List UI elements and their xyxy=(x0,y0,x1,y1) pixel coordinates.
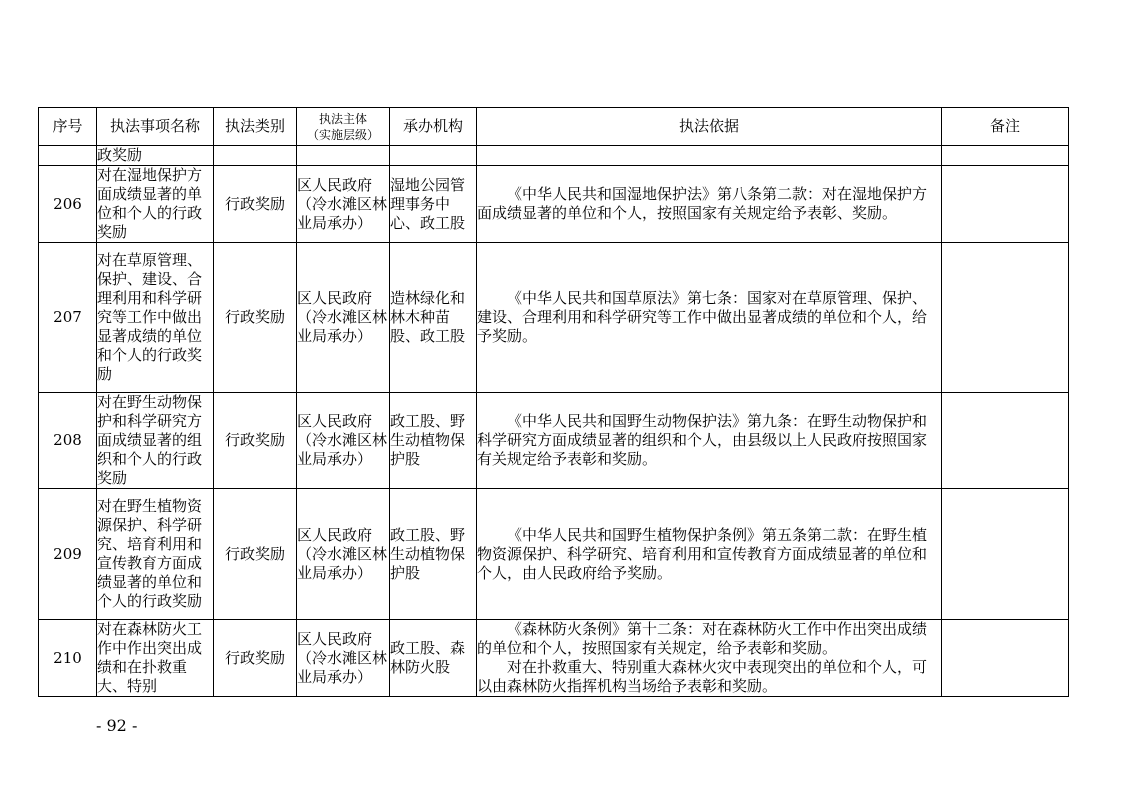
header-subject xyxy=(297,108,390,146)
row-basis xyxy=(477,393,942,489)
basis-paragraph: 《中华人民共和国野生动物保护法》第九条：在野生动物保护和科学研究方面成绩显著的组织和个人，由县级以上人民政府按照国家有关规定给予表彰和奖励。 xyxy=(477,412,928,468)
table-row xyxy=(39,489,1069,620)
page-number: - 92 - xyxy=(96,716,138,735)
table-row xyxy=(39,393,1069,489)
table-row xyxy=(39,620,1069,697)
row-seq: 206 xyxy=(39,166,97,243)
row-agency: 政工股、野生动植物保护股 xyxy=(390,393,477,489)
row-item-name: 对在森林防火工作中作出突出成绩和在扑救重大、特别 xyxy=(97,620,214,697)
header-agency: 承办机构 xyxy=(390,108,477,146)
row-agency: 湿地公园管理事务中心、政工股 xyxy=(390,166,477,243)
row-seq: 208 xyxy=(39,393,97,489)
continuation-row xyxy=(39,146,1069,166)
basis-paragraph: 《中华人民共和国草原法》第七条：国家对在草原管理、保护、建设、合理利用和科学研究等工作中做出显著成绩的单位和个人，给予奖励。 xyxy=(477,289,928,345)
row-item-name: 对在草原管理、保护、建设、合理利用和科学研究等工作中做出显著成绩的单位和个人的行政奖励 xyxy=(97,243,214,393)
basis-paragraph: 对在扑救重大、特别重大森林火灾中表现突出的单位和个人，可以由森林防火指挥机构当场给予表彰和奖励。 xyxy=(477,658,928,695)
header-basis: 执法依据 xyxy=(477,108,942,146)
row-subject: 区人民政府（冷水滩区林业局承办） xyxy=(297,393,390,489)
row-agency: 造林绿化和林木种苗股、政工股 xyxy=(390,243,477,393)
row-item-name: 对在野生动物保护和科学研究方面成绩显著的组织和个人的行政奖励 xyxy=(97,393,214,489)
row-basis xyxy=(477,620,942,697)
basis-paragraph: 《中华人民共和国野生植物保护条例》第五条第二款：在野生植物资源保护、科学研究、培育利用和宣传教育方面成绩显著的单位和个人，由人民政府给予奖励。 xyxy=(477,525,928,582)
row-subject: 区人民政府（冷水滩区林业局承办） xyxy=(297,489,390,620)
basis-paragraph: 《中华人民共和国湿地保护法》第八条第二款：对在湿地保护方面成绩显著的单位和个人，按照国家有关规定给予表彰、奖励。 xyxy=(477,185,928,222)
header-subject-line2: （实施层级） xyxy=(306,127,379,142)
basis-paragraph: 《森林防火条例》第十二条：对在森林防火工作中作出突出成绩的单位和个人，按照国家有关规定，给予表彰和奖励。 xyxy=(477,620,928,657)
table-header-row xyxy=(39,108,1069,146)
row-category: 行政奖励 xyxy=(214,243,297,393)
row-category: 行政奖励 xyxy=(214,393,297,489)
row-remark xyxy=(942,243,1069,393)
table-row xyxy=(39,166,1069,243)
row-seq: 207 xyxy=(39,243,97,393)
row-item-name: 对在湿地保护方面成绩显著的单位和个人的行政奖励 xyxy=(97,166,214,243)
continuation-item-name: 政奖励 xyxy=(97,146,214,166)
row-remark xyxy=(942,489,1069,620)
row-subject: 区人民政府（冷水滩区林业局承办） xyxy=(297,620,390,697)
row-item-name: 对在野生植物资源保护、科学研究、培育利用和宣传教育方面成绩显著的单位和个人的行政奖励 xyxy=(97,489,214,620)
row-remark xyxy=(942,166,1069,243)
row-basis xyxy=(477,166,942,243)
header-seq: 序号 xyxy=(39,108,97,146)
header-remark: 备注 xyxy=(942,108,1069,146)
header-subject-line1: 执法主体 xyxy=(318,111,367,126)
row-basis xyxy=(477,243,942,393)
row-remark xyxy=(942,620,1069,697)
header-item-name: 执法事项名称 xyxy=(97,108,214,146)
row-agency: 政工股、野生动植物保护股 xyxy=(390,489,477,620)
row-category: 行政奖励 xyxy=(214,620,297,697)
row-seq: 210 xyxy=(39,620,97,697)
row-agency: 政工股、森林防火股 xyxy=(390,620,477,697)
row-remark xyxy=(942,393,1069,489)
row-subject: 区人民政府（冷水滩区林业局承办） xyxy=(297,243,390,393)
header-category: 执法类别 xyxy=(214,108,297,146)
row-category: 行政奖励 xyxy=(214,166,297,243)
row-seq: 209 xyxy=(39,489,97,620)
row-basis xyxy=(477,489,942,620)
table-row xyxy=(39,243,1069,393)
row-category: 行政奖励 xyxy=(214,489,297,620)
law-enforcement-table xyxy=(38,107,1069,697)
row-subject: 区人民政府（冷水滩区林业局承办） xyxy=(297,166,390,243)
